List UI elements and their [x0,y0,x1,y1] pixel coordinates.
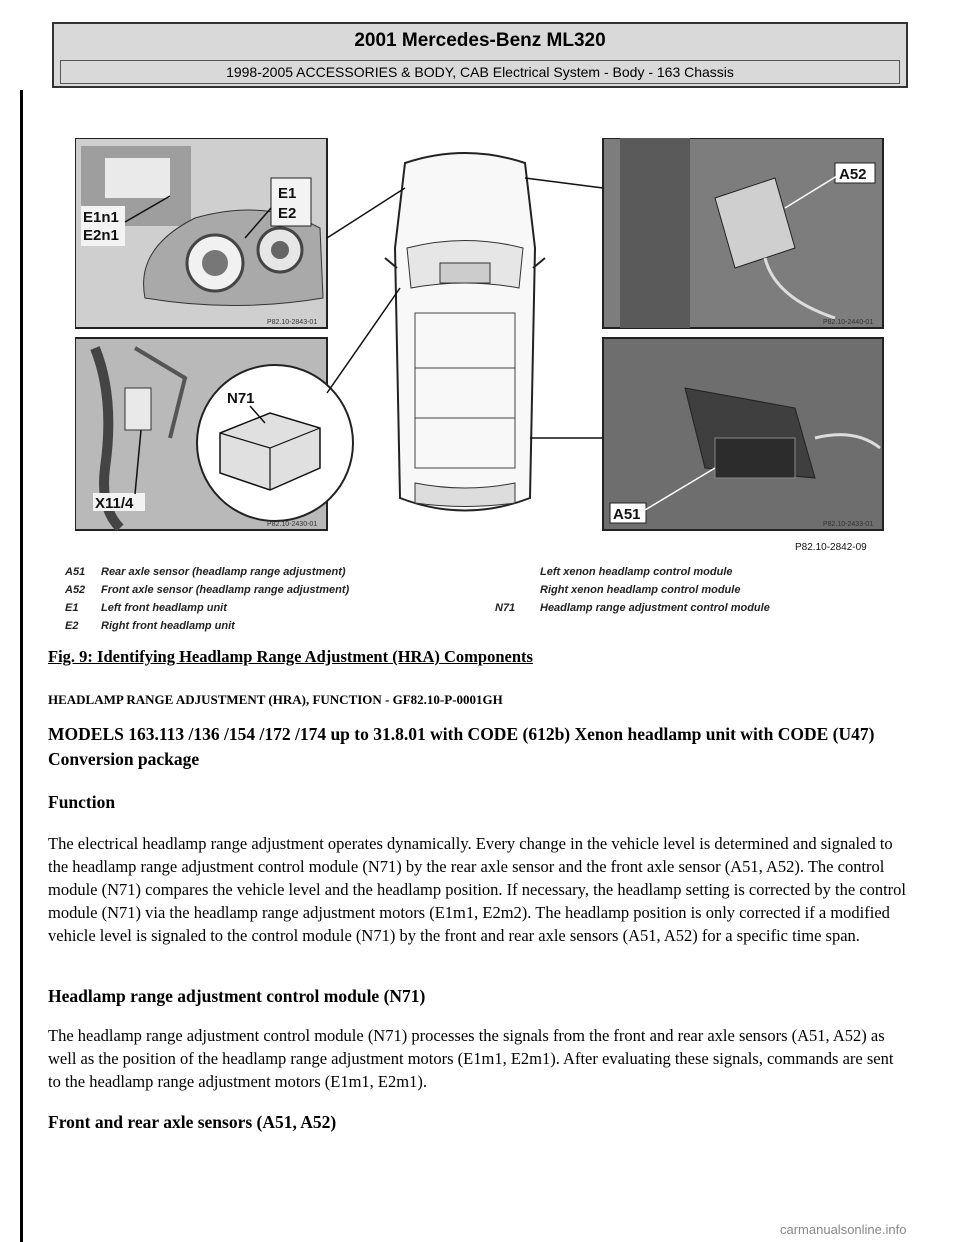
function-paragraph: The electrical headlamp range adjustment operates dynamically. Every change in the vehicle level is determined and signaled to the headlamp range adjustment control module (N71) by the rear axle sensor and the front axle sensor (A51, A52). The control module (N71) compares the vehicle level and the headlamp position. If necessary, the headlamp setting is corrected by the control module (N71) via the headlamp range adjustment motors (E1m1, E2m2). The headlamp position is only corrected if a modified vehicle level is signaled to the control module (N71) by the front and rear axle sensors (A51, A52) for a specific time span. [48,834,907,945]
photo-code-rear-sensor: P82.10-2433-01 [823,521,874,528]
callout-x11-4: X11/4 [95,495,134,512]
callout-a52: A52 [839,166,867,183]
callout-n71: N71 [227,390,255,407]
function-heading: HEADLAMP RANGE ADJUSTMENT (HRA), FUNCTION - GF82.10-P-0001GH [48,692,503,707]
callout-e2: E2 [278,205,297,222]
n71-paragraph: The headlamp range adjustment control module (N71) processes the signals from the front and rear axle sensors (A51, A52) as well as the position of the headlamp range adjustment motors (E1m1, E2m1). After evaluating these signals, commands are sent to the headlamp range adjustment motors (E1m1, E2m1). [48,1026,894,1091]
page-header [52,22,908,88]
callout-e1n1: E1n1 [83,209,119,226]
legend-row: A51 Rear axle sensor (headlamp range adjustment) Left xenon headlamp control module [65,566,733,578]
figure-title: Fig. 9: Identifying Headlamp Range Adjustment (HRA) Components [48,647,533,666]
function-label: Function [48,792,116,812]
photo-code-module: P82.10-2430-01 [267,521,318,528]
header-subtitle: 1998-2005 ACCESSORIES & BODY, CAB Electrical System - Body - 163 Chassis [60,60,900,84]
vehicle-top-view [385,153,545,511]
watermark: carmanualsonline.info [780,1222,907,1237]
callout-e1: E1 [278,185,297,202]
figure-legend [65,566,885,638]
callout-e2n1: E2n1 [83,227,119,244]
hra-components-figure [75,138,885,558]
rear-axle-sensor-photo [603,338,883,530]
control-module-photo [75,338,353,530]
models-heading: MODELS 163.113 /136 /154 /172 /174 up to 31.8.01 with CODE (612b) Xenon headlamp unit with CODE (U47) Conversion package [48,724,875,769]
callout-a51: A51 [613,506,641,523]
photo-code-front-sensor: P82.10-2440-01 [823,319,874,326]
headlamp-photo [75,138,327,328]
header-title: 2001 Mercedes-Benz ML320 [354,30,606,51]
figure-reference: P82.10-2842-09 [795,542,867,553]
left-margin-rule [20,90,23,1242]
legend-row: E2 Right front headlamp unit [65,620,235,632]
front-axle-sensor-photo [603,138,883,328]
n71-heading: Headlamp range adjustment control module (N71) [48,986,426,1006]
photo-code-headlamp: P82.10-2843-01 [267,319,318,326]
legend-row: E1 Left front headlamp unit N71 Headlamp range adjustment control module [65,602,770,614]
legend-row: A52 Front axle sensor (headlamp range adjustment) Right xenon headlamp control module [65,584,741,596]
sensors-heading: Front and rear axle sensors (A51, A52) [48,1112,337,1132]
